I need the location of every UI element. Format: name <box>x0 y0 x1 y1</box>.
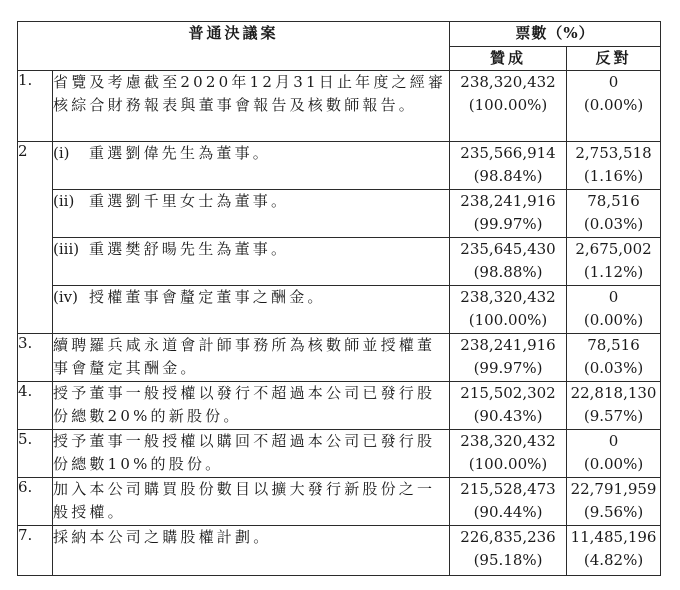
against-percent: (4.82%) <box>583 551 644 569</box>
for-percent: (100.00%) <box>468 455 548 473</box>
against-votes: 22,791,959 <box>570 480 657 498</box>
sub-item-text: 重選樊舒暘先生為董事。 <box>89 240 290 258</box>
for-votes: 238,320,432 <box>460 288 556 306</box>
against-cell <box>567 334 661 382</box>
for-votes: 238,241,916 <box>460 192 556 210</box>
for-votes: 238,320,432 <box>460 432 556 450</box>
for-cell <box>450 430 567 478</box>
against-percent: (0.03%) <box>583 359 644 377</box>
against-percent: (9.57%) <box>583 407 644 425</box>
for-cell <box>450 190 567 238</box>
for-percent: (100.00%) <box>468 96 548 114</box>
for-cell <box>450 526 567 576</box>
resolution-number: 7. <box>18 526 53 576</box>
sub-item-label: (iii) <box>53 240 80 258</box>
for-percent: (99.97%) <box>473 215 543 233</box>
sub-item-text: 重選劉偉先生為董事。 <box>89 144 272 162</box>
against-votes: 2,753,518 <box>575 144 652 162</box>
resolution-text: 授予董事一般授權以發行不超過本公司已發行股份總數20%的新股份。 <box>53 382 450 430</box>
for-votes: 215,528,473 <box>460 480 556 498</box>
for-votes: 238,320,432 <box>460 73 556 91</box>
resolution-text <box>53 238 450 286</box>
for-percent: (90.43%) <box>473 407 543 425</box>
resolution-number: 3. <box>18 334 53 382</box>
resolution-number: 5. <box>18 430 53 478</box>
for-percent: (95.18%) <box>473 551 543 569</box>
for-header: 贊成 <box>450 47 567 71</box>
for-cell <box>450 382 567 430</box>
table-row <box>18 430 661 478</box>
for-cell <box>450 478 567 526</box>
resolution-text: 採納本公司之購股權計劃。 <box>53 526 450 576</box>
for-percent: (98.88%) <box>473 263 543 281</box>
against-cell <box>567 142 661 190</box>
against-cell <box>567 190 661 238</box>
against-cell <box>567 238 661 286</box>
sub-item-label: (ii) <box>53 192 75 210</box>
resolution-text <box>53 142 450 190</box>
against-cell <box>567 430 661 478</box>
against-cell <box>567 286 661 334</box>
for-votes: 235,645,430 <box>460 240 556 258</box>
for-votes: 215,502,302 <box>460 384 556 402</box>
against-votes: 22,818,130 <box>570 384 657 402</box>
against-cell <box>567 382 661 430</box>
for-cell <box>450 142 567 190</box>
against-votes: 11,485,196 <box>570 528 657 546</box>
for-cell <box>450 286 567 334</box>
resolution-header: 普通決議案 <box>18 22 450 71</box>
for-cell <box>450 238 567 286</box>
for-percent: (100.00%) <box>468 311 548 329</box>
resolution-number: 2 <box>18 142 53 334</box>
for-percent: (90.44%) <box>473 503 543 521</box>
against-percent: (9.56%) <box>583 503 644 521</box>
resolution-text: 加入本公司購買股份數目以擴大發行新股份之一般授權。 <box>53 478 450 526</box>
for-votes: 226,835,236 <box>460 528 556 546</box>
table-row <box>18 238 661 286</box>
table-row <box>18 478 661 526</box>
against-votes: 0 <box>608 432 619 450</box>
poll-results-table <box>17 21 661 576</box>
against-percent: (0.00%) <box>583 311 644 329</box>
resolution-number: 4. <box>18 382 53 430</box>
sub-item-label: (iv) <box>53 288 78 306</box>
header-row <box>18 22 661 47</box>
against-percent: (0.00%) <box>583 455 644 473</box>
for-cell <box>450 334 567 382</box>
against-votes: 2,675,002 <box>575 240 652 258</box>
resolution-number: 1. <box>18 71 53 142</box>
against-votes: 0 <box>608 288 619 306</box>
against-percent: (1.16%) <box>583 167 644 185</box>
against-votes: 78,516 <box>587 336 640 354</box>
resolution-text: 續聘羅兵咸永道會計師事務所為核數師並授權董事會釐定其酬金。 <box>53 334 450 382</box>
table-row <box>18 286 661 334</box>
table-row <box>18 71 661 142</box>
resolution-text: 授予董事一般授權以購回不超過本公司已發行股份總數10%的股份。 <box>53 430 450 478</box>
resolution-text <box>53 190 450 238</box>
table-row <box>18 142 661 190</box>
against-votes: 0 <box>608 73 619 91</box>
resolution-text <box>53 286 450 334</box>
against-votes: 78,516 <box>587 192 640 210</box>
table-row <box>18 190 661 238</box>
table-row <box>18 382 661 430</box>
table-row <box>18 526 661 576</box>
against-header: 反對 <box>567 47 661 71</box>
for-votes: 235,566,914 <box>460 144 556 162</box>
against-cell <box>567 71 661 142</box>
resolution-text: 省覽及考慮截至2020年12月31日止年度之經審核綜合財務報表與董事會報告及核數師報告。 <box>53 71 450 142</box>
against-percent: (1.12%) <box>583 263 644 281</box>
against-percent: (0.00%) <box>583 96 644 114</box>
against-cell <box>567 478 661 526</box>
against-percent: (0.03%) <box>583 215 644 233</box>
table-row <box>18 334 661 382</box>
for-cell <box>450 71 567 142</box>
resolution-number: 6. <box>18 478 53 526</box>
for-percent: (98.84%) <box>473 167 543 185</box>
for-percent: (99.97%) <box>473 359 543 377</box>
against-cell <box>567 526 661 576</box>
votes-header: 票數（%） <box>450 22 661 47</box>
sub-item-text: 授權董事會釐定董事之酬金。 <box>89 288 326 306</box>
sub-item-text: 重選劉千里女士為董事。 <box>89 192 290 210</box>
for-votes: 238,241,916 <box>460 336 556 354</box>
sub-item-label: (i) <box>53 144 70 162</box>
